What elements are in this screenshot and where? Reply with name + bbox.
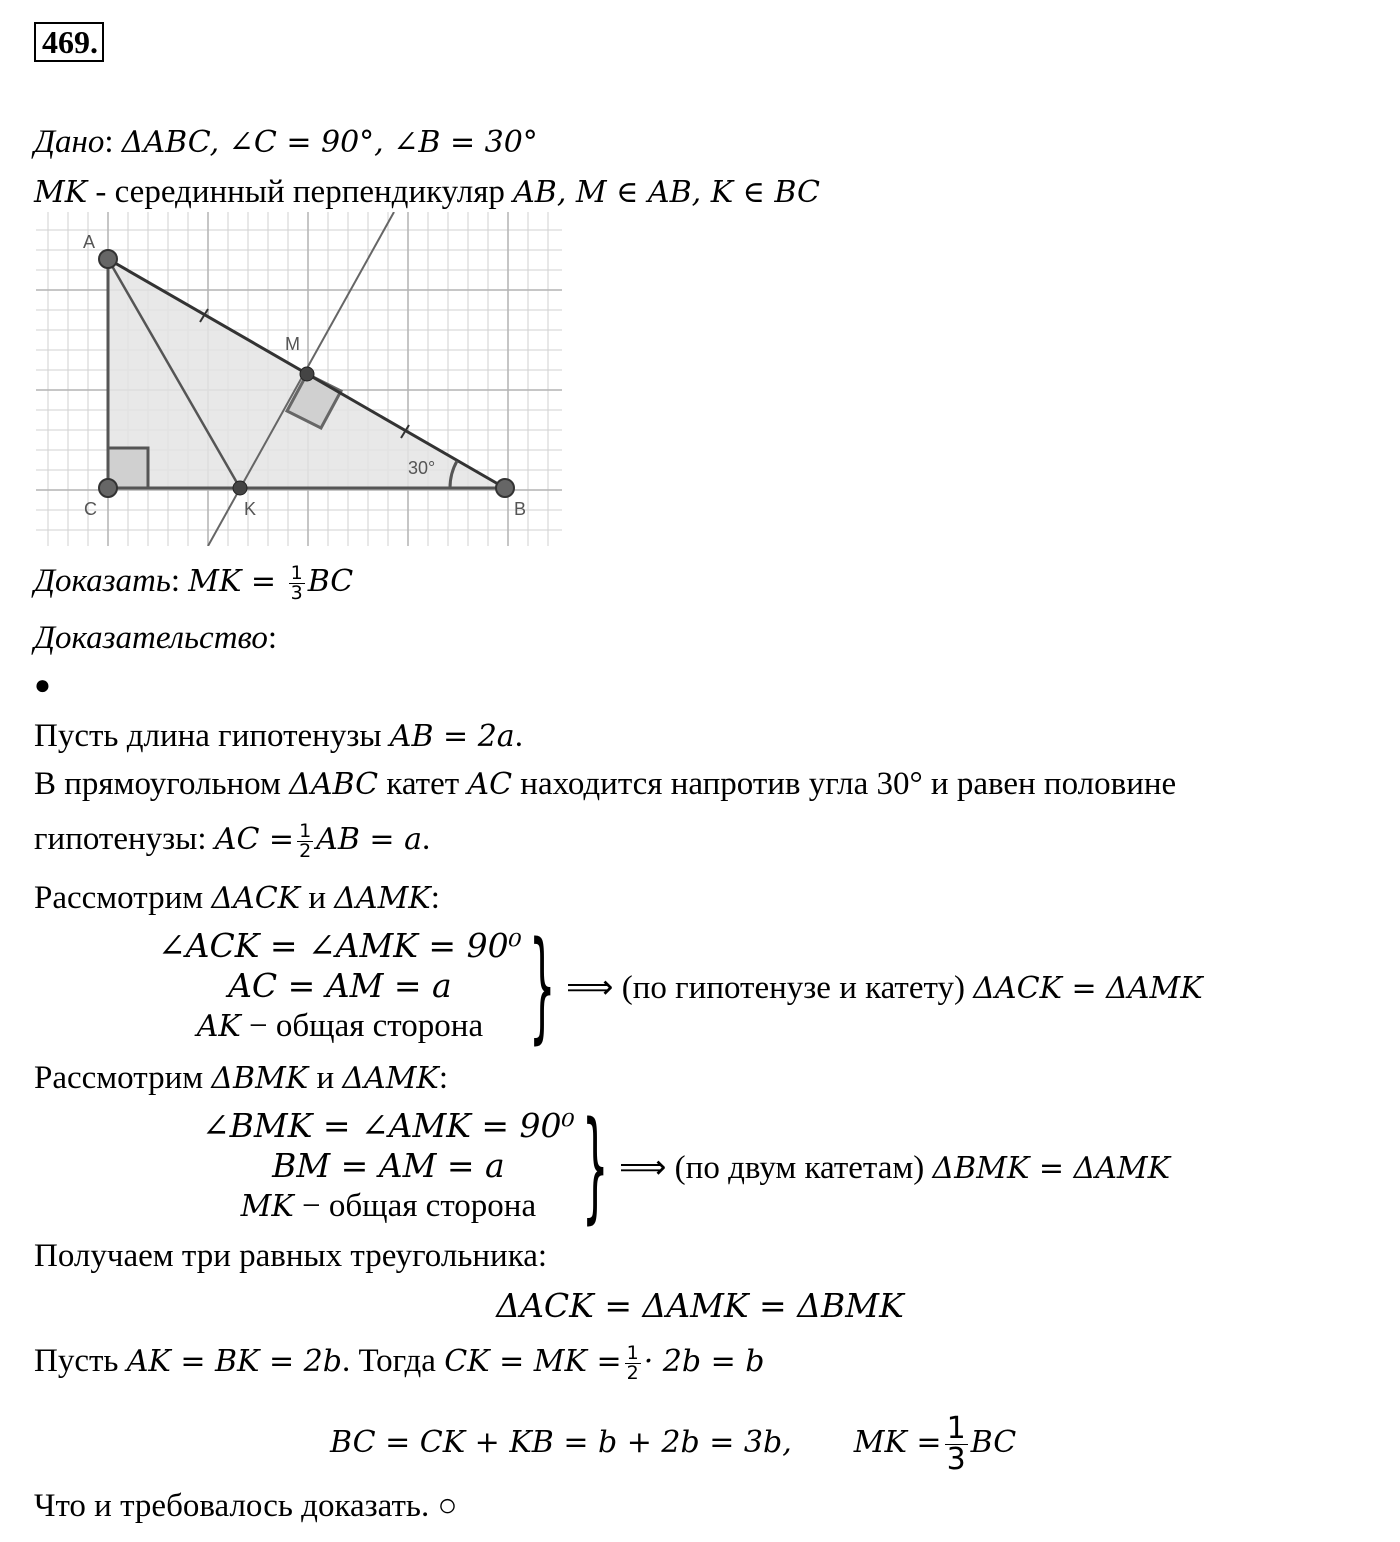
sys2-result: ΔBMK = ΔAMK bbox=[932, 1150, 1171, 1186]
let2-t2: . Тогда bbox=[341, 1343, 445, 1379]
p3-fraction bbox=[297, 819, 313, 862]
let2-m1: AK = BK = 2b bbox=[126, 1344, 342, 1379]
p3-den: 2 bbox=[299, 839, 312, 862]
equal-triangles: ΔACK = ΔAMK = ΔBMK bbox=[496, 1286, 904, 1325]
sys2-row3-math: MK bbox=[240, 1189, 294, 1224]
label-b: B bbox=[514, 499, 527, 519]
sys2-result-line bbox=[619, 1147, 1170, 1187]
point-c bbox=[99, 479, 117, 497]
p3-line bbox=[34, 814, 430, 865]
final-line bbox=[330, 1404, 1016, 1481]
geometry-figure bbox=[36, 212, 562, 546]
sys1-reason: (по гипотенузе и катету) bbox=[613, 969, 974, 1006]
brace-2: } bbox=[581, 1096, 609, 1236]
let2-line bbox=[34, 1336, 764, 1387]
given-label: Дано bbox=[34, 124, 105, 160]
let2-den: 2 bbox=[626, 1361, 639, 1384]
perp-math1: MK bbox=[34, 175, 88, 210]
given-math: ΔABC, ∠C = 90°, ∠B = 30° bbox=[121, 125, 538, 160]
given-line bbox=[34, 122, 538, 163]
three-line: Получаем три равных треугольника: bbox=[34, 1238, 548, 1274]
p3-m1: AC = bbox=[214, 822, 295, 857]
sys2-row3-text: − общая сторона bbox=[293, 1188, 537, 1224]
label-m: M bbox=[285, 334, 300, 354]
consider2-and: и bbox=[308, 1060, 343, 1096]
p2-t2: катет bbox=[378, 766, 468, 802]
prove-num: 1 bbox=[290, 561, 303, 584]
consider2-text: Рассмотрим bbox=[34, 1060, 212, 1096]
let2-m3: · 2b = b bbox=[643, 1344, 765, 1379]
let2-m2: CK = MK = bbox=[444, 1344, 622, 1379]
prove-colon: : bbox=[170, 563, 181, 599]
sys1-result: ΔACK = ΔAMK bbox=[973, 970, 1203, 1006]
p2-t3: находится напротив угла 30° и равен половине bbox=[512, 766, 1177, 802]
sys2-reason: (по двум катетам) bbox=[666, 1149, 933, 1186]
sys2-row2: BM = AM = a bbox=[272, 1146, 505, 1185]
point-k bbox=[233, 481, 247, 495]
consider1-m2: ΔAMK bbox=[334, 881, 431, 916]
let2-fraction bbox=[625, 1341, 641, 1384]
p1-line bbox=[34, 716, 523, 757]
p2-t1: В прямоугольном bbox=[34, 766, 290, 802]
let2-num: 1 bbox=[626, 1341, 639, 1364]
sys1-row1: ∠ACK = ∠AMK = 90⁰ bbox=[158, 926, 522, 965]
label-angle: 30° bbox=[408, 458, 436, 478]
p3-m2: AB = a bbox=[316, 822, 422, 857]
p3-num: 1 bbox=[299, 819, 312, 842]
label-a: A bbox=[83, 232, 96, 252]
system-2-rows bbox=[202, 1106, 575, 1227]
perp-text: - серединный перпендикуляр bbox=[87, 174, 514, 210]
consider1-m1: ΔACK bbox=[211, 881, 301, 916]
system-1-rows bbox=[158, 926, 522, 1047]
sys2-row3 bbox=[241, 1186, 536, 1227]
end-line: Что и требовалось доказать. ○ bbox=[34, 1488, 458, 1524]
p2-m1: ΔABC bbox=[289, 767, 379, 802]
proof-label: Доказательство bbox=[34, 620, 268, 656]
p1-math: AB = 2a bbox=[389, 719, 515, 754]
sys2-arrow: ⟹ bbox=[619, 1149, 667, 1186]
consider2-end: : bbox=[438, 1060, 449, 1096]
consider1-line bbox=[34, 878, 440, 919]
final-den: 3 bbox=[946, 1441, 966, 1477]
p3-end: . bbox=[421, 821, 431, 857]
sys1-row3-text: − общая сторона bbox=[240, 1008, 484, 1044]
given-colon: : bbox=[104, 124, 114, 160]
final-fraction bbox=[945, 1410, 968, 1477]
consider1-text: Рассмотрим bbox=[34, 880, 212, 916]
final-m1: BC = CK + KB = b + 2b = 3b, bbox=[330, 1425, 792, 1460]
consider2-m2: ΔAMK bbox=[342, 1061, 439, 1096]
p1-text: Пусть длина гипотенузы bbox=[34, 718, 390, 754]
prove-line bbox=[34, 556, 353, 607]
final-m2: MK = bbox=[853, 1425, 942, 1460]
consider1-end: : bbox=[430, 880, 440, 916]
p3-text: гипотенузы: bbox=[34, 821, 215, 857]
sys1-row3-math: AK bbox=[196, 1009, 241, 1044]
sys1-row2: AC = AM = a bbox=[228, 966, 452, 1005]
system-2 bbox=[202, 1096, 1171, 1236]
perp-line bbox=[34, 172, 820, 213]
proof-line bbox=[34, 618, 277, 658]
prove-fraction bbox=[289, 561, 305, 604]
let2-t1: Пусть bbox=[34, 1343, 127, 1379]
bullet: ● bbox=[34, 670, 51, 701]
proof-colon: : bbox=[267, 620, 278, 656]
sys1-arrow: ⟹ bbox=[566, 969, 614, 1006]
prove-rhs: BC bbox=[307, 564, 354, 599]
label-k: K bbox=[244, 499, 257, 519]
point-m bbox=[300, 367, 314, 381]
final-m3: BC bbox=[970, 1425, 1017, 1460]
prove-label: Доказать bbox=[34, 563, 171, 599]
prove-den: 3 bbox=[290, 581, 303, 604]
sys2-row1: ∠BMK = ∠AMK = 90⁰ bbox=[202, 1106, 575, 1145]
p2-line bbox=[34, 764, 1176, 805]
point-a bbox=[99, 250, 117, 268]
consider1-and: и bbox=[300, 880, 335, 916]
point-b bbox=[496, 479, 514, 497]
perp-math2: AB, M ∈ AB, K ∈ BC bbox=[513, 175, 820, 210]
consider2-m1: ΔBMK bbox=[211, 1061, 309, 1096]
brace-1: } bbox=[528, 916, 556, 1056]
sys1-result-line bbox=[566, 967, 1202, 1007]
consider2-line bbox=[34, 1058, 448, 1099]
sys1-row3 bbox=[197, 1006, 483, 1047]
final-num: 1 bbox=[946, 1410, 966, 1446]
p1-end: . bbox=[514, 718, 523, 754]
p2-m2: AC bbox=[467, 767, 513, 802]
system-1 bbox=[158, 916, 1203, 1056]
prove-lhs: MK = bbox=[188, 564, 286, 599]
label-c: C bbox=[84, 499, 97, 519]
problem-number: 469. bbox=[34, 22, 104, 62]
